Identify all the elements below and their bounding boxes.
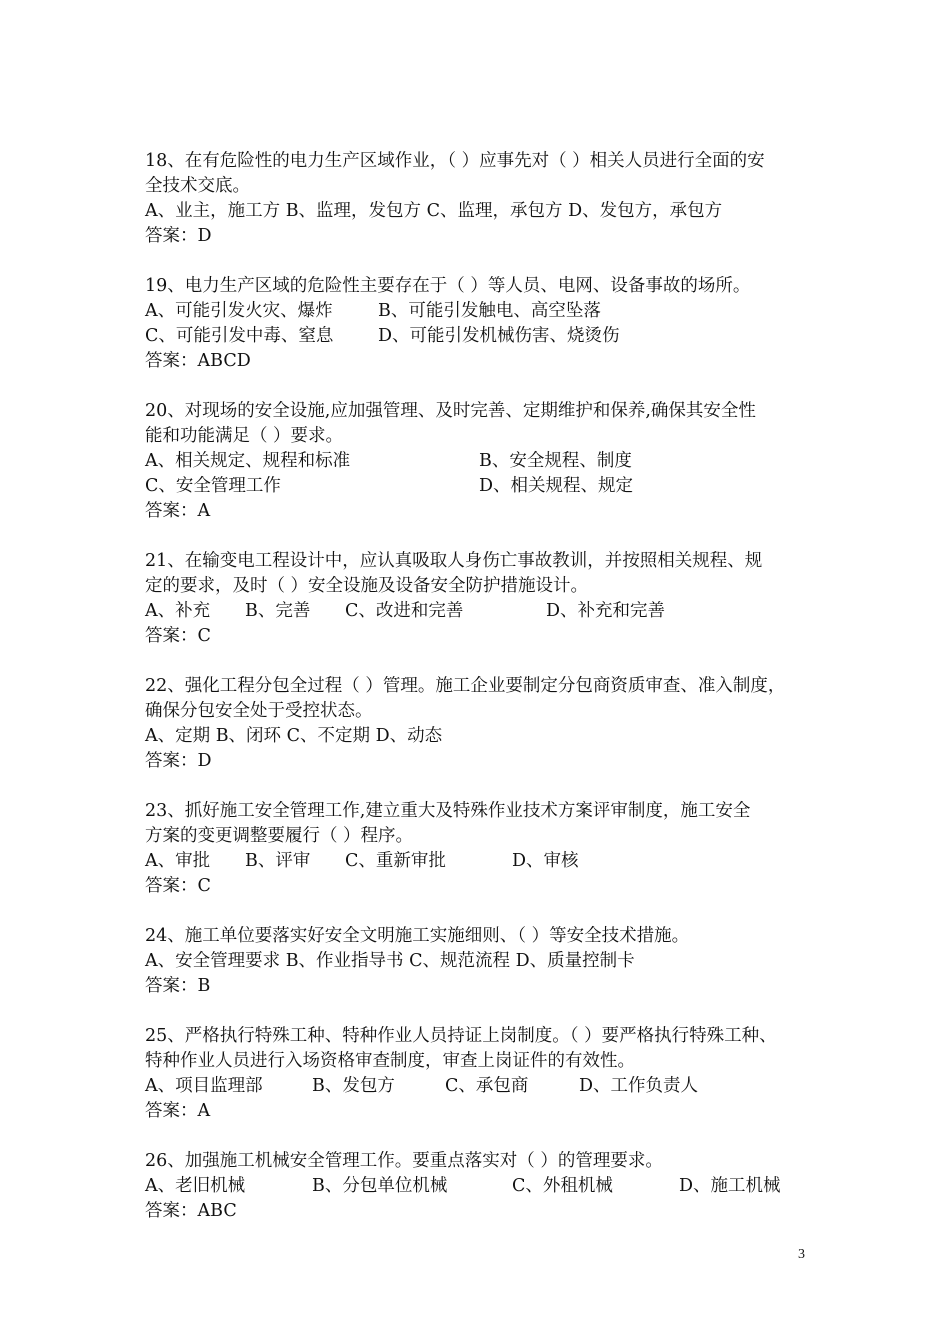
question-25-answer: 答案：A xyxy=(145,1101,211,1121)
question-24-answer: 答案：B xyxy=(145,976,211,996)
question-24-options: A、安全管理要求 B、作业指导书 C、规范流程 D、质量控制卡 xyxy=(145,951,635,971)
option-a: A、项目监理部 xyxy=(145,1076,263,1096)
question-24-stem-line-1: 24、施工单位要落实好安全文明施工实施细则、（ ）等安全技术措施。 xyxy=(145,926,690,946)
option-d: D、施工机械 xyxy=(679,1176,781,1196)
question-19-stem-line-1: 19、电力生产区域的危险性主要存在于（ ）等人员、电网、设备事故的场所。 xyxy=(145,276,751,296)
question-18-stem-line-2: 全技术交底。 xyxy=(145,176,250,196)
option-a: A、老旧机械 xyxy=(145,1176,246,1196)
option-a: A、相关规定、规程和标准 xyxy=(145,451,351,471)
option-b: B、分包单位机械 xyxy=(312,1176,448,1196)
question-20-stem-line-1: 20、对现场的安全设施,应加强管理、及时完善、定期维护和保养,确保其安全性 xyxy=(145,401,756,421)
question-23-answer: 答案：C xyxy=(145,876,211,896)
option-d: D、审核 xyxy=(512,851,579,871)
question-20-stem-line-2: 能和功能满足（ ）要求。 xyxy=(145,426,344,446)
question-23-stem-line-2: 方案的变更调整要履行（ ）程序。 xyxy=(145,826,414,846)
option-a: A、可能引发火灾、爆炸 xyxy=(145,301,333,321)
question-18-options: A、业主，施工方 B、监理，发包方 C、监理，承包方 D、发包方，承包方 xyxy=(145,201,723,221)
question-22-stem-line-1: 22、强化工程分包全过程（ ）管理。施工企业要制定分包商资质审查、准入制度， xyxy=(145,676,786,696)
question-19-answer: 答案：ABCD xyxy=(145,351,251,371)
option-a: A、审批 xyxy=(145,851,211,871)
question-20-answer: 答案：A xyxy=(145,501,211,521)
option-d: D、补充和完善 xyxy=(546,601,666,621)
question-25-stem-line-1: 25、严格执行特殊工种、特种作业人员持证上岗制度。（ ）要严格执行特殊工种、 xyxy=(145,1026,777,1046)
option-b: B、安全规程、制度 xyxy=(479,451,632,471)
question-25-stem-line-2: 特种作业人员进行入场资格审查制度，审查上岗证件的有效性。 xyxy=(145,1051,635,1071)
question-26-answer: 答案：ABC xyxy=(145,1201,237,1221)
option-b: B、完善 xyxy=(245,601,311,621)
option-c: C、承包商 xyxy=(445,1076,529,1096)
question-18-answer: 答案：D xyxy=(145,226,212,246)
option-d: D、相关规程、规定 xyxy=(479,476,634,496)
option-d: D、可能引发机械伤害、烧烫伤 xyxy=(378,326,620,346)
question-22-answer: 答案：D xyxy=(145,751,212,771)
option-c: C、重新审批 xyxy=(345,851,446,871)
page-number: 3 xyxy=(798,1247,805,1262)
option-b: B、评审 xyxy=(245,851,311,871)
question-26-stem-line-1: 26、加强施工机械安全管理工作。要重点落实对（ ）的管理要求。 xyxy=(145,1151,663,1171)
question-21-stem-line-2: 定的要求，及时（ ）安全设施及设备安全防护措施设计。 xyxy=(145,576,589,596)
option-b: B、可能引发触电、高空坠落 xyxy=(378,301,601,321)
question-21-answer: 答案：C xyxy=(145,626,211,646)
option-d: D、工作负责人 xyxy=(579,1076,699,1096)
option-c: C、安全管理工作 xyxy=(145,476,281,496)
question-22-options: A、定期 B、闭环 C、不定期 D、动态 xyxy=(145,726,443,746)
option-b: B、发包方 xyxy=(312,1076,395,1096)
option-c: C、外租机械 xyxy=(512,1176,613,1196)
question-18-stem-line-1: 18、在有危险性的电力生产区域作业，（ ）应事先对（ ）相关人员进行全面的安 xyxy=(145,151,765,171)
question-23-stem-line-1: 23、抓好施工安全管理工作,建立重大及特殊作业技术方案评审制度，施工安全 xyxy=(145,801,751,821)
option-a: A、补充 xyxy=(145,601,211,621)
question-21-stem-line-1: 21、在输变电工程设计中，应认真吸取人身伤亡事故教训，并按照相关规程、规 xyxy=(145,551,763,571)
option-c: C、可能引发中毒、窒息 xyxy=(145,326,334,346)
option-c: C、改进和完善 xyxy=(345,601,464,621)
question-22-stem-line-2: 确保分包安全处于受控状态。 xyxy=(145,701,373,721)
